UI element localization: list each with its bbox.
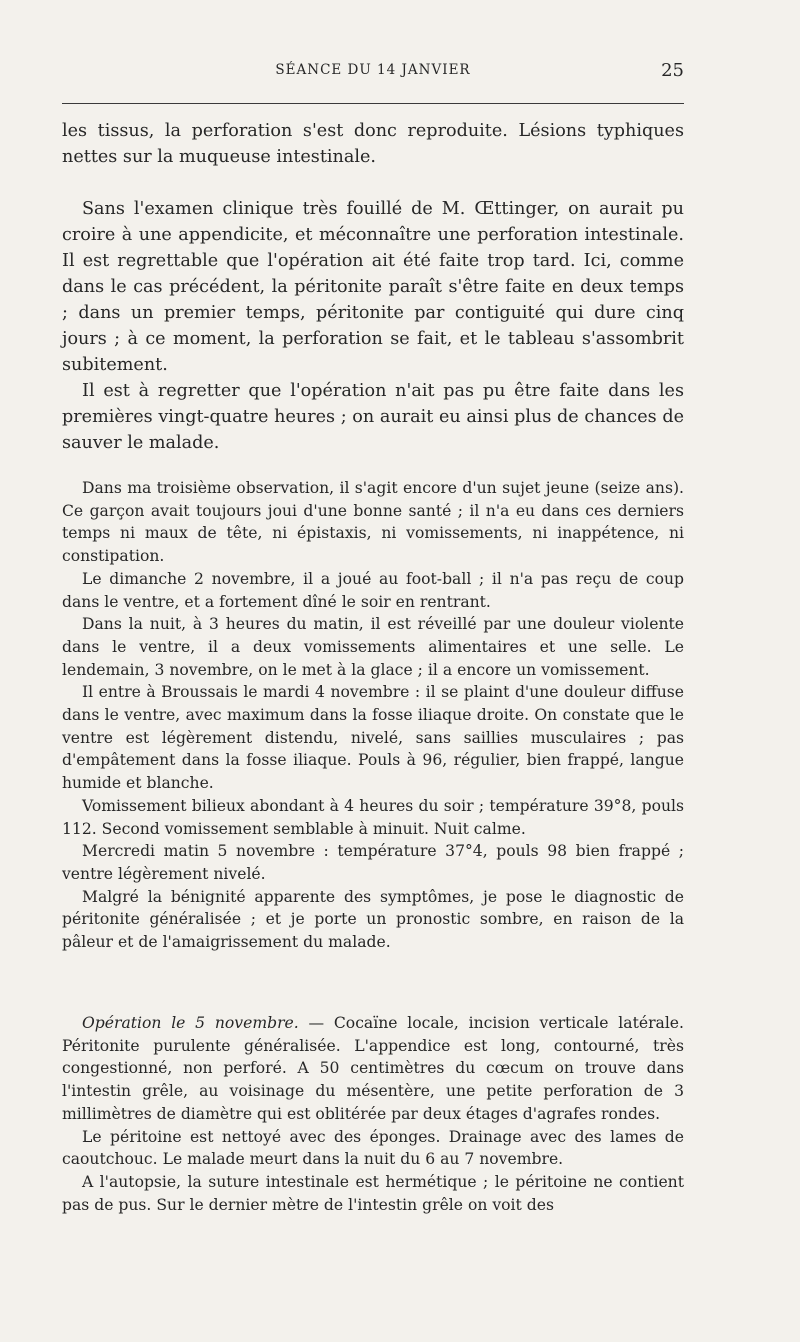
paragraph: les tissus, la perforation s'est donc reproduite. Lésions typhiques nettes sur la muqueuse intestinale. xyxy=(62,121,684,167)
header-rule xyxy=(62,103,684,104)
paragraph: Sans l'examen clinique très fouillé de M. Œttinger, on aurait pu croire à une appendicite, et méconnaître une perforation intestinale. Il est regrettable que l'opération ait été faite trop tard. Ici, comme dans le cas précédent, la péritonite paraît s'être faite en deux temps ; dans un premier temps, péritonite par contiguité qui dure cinq jours ; à ce moment, la perforation se fait, et le tableau s'assombrit subitement. xyxy=(62,199,684,375)
running-title: SÉANCE DU 14 JANVIER xyxy=(275,62,471,78)
paragraph: Mercredi matin 5 novembre : température 37°4, pouls 98 bien frappé ; ventre légèrement nivelé. xyxy=(62,842,684,883)
paragraph: Malgré la bénignité apparente des symptômes, je pose le diagnostic de péritonite généralisée ; et je porte un pronostic sombre, en raison de la pâleur et de l'amaigrissement du malade. xyxy=(62,887,684,952)
paragraph: A l'autopsie, la suture intestinale est hermétique ; le péritoine ne contient pas de pus. Sur le dernier mètre de l'intestin grêle on voit des xyxy=(62,1172,684,1214)
page-number: 25 xyxy=(661,60,684,81)
section-operation xyxy=(62,1012,684,1216)
page-header xyxy=(62,62,684,86)
paragraph: Il est à regretter que l'opération n'ait pas pu être faite dans les premières vingt-quatre heures ; on aurait eu ainsi plus de chances de sauver le malade. xyxy=(62,381,684,453)
section-continuation xyxy=(62,118,684,170)
paragraph: Dans la nuit, à 3 heures du matin, il est réveillé par une douleur violente dans le ventre, il a deux vomissements alimentaires et une selle. Le lendemain, 3 novembre, on le met à la glace ; il a encore un vomissement. xyxy=(62,615,684,679)
paragraph: Vomissement bilieux abondant à 4 heures du soir ; température 39°8, pouls 112. Second vomissement semblable à minuit. Nuit calme. xyxy=(62,796,684,838)
paragraph: Il entre à Broussais le mardi 4 novembre : il se plaint d'une douleur diffuse dans le ventre, avec maximum dans la fosse iliaque droite. On constate que le ventre est légèrement distendu, nivelé, sans saillies musculaires ; pas d'empâtement dans la fosse iliaque. Pouls à 96, régulier, bien frappé, langue humide et blanche. xyxy=(62,683,684,793)
paragraph: Dans ma troisième observation, il s'agit encore d'un sujet jeune (seize ans). Ce garçon avait toujours joui d'une bonne santé ; il n'a eu dans ces derniers temps ni maux de tête, ni épistaxis, ni vomissements, ni inappétence, ni constipation. xyxy=(62,479,684,566)
paragraph: Le péritoine est nettoyé avec des éponges. Drainage avec des lames de caoutchouc. Le malade meurt dans la nuit du 6 au 7 novembre. xyxy=(62,1127,684,1169)
paragraph xyxy=(62,1012,684,1126)
paragraph: Le dimanche 2 novembre, il a joué au foot-ball ; il n'a pas reçu de coup dans le ventre, et a fortement dîné le soir en rentrant. xyxy=(62,569,684,611)
section-observation xyxy=(62,477,684,954)
section-commentary xyxy=(62,196,684,456)
operation-label: Opération le 5 novembre. xyxy=(82,1014,299,1032)
operation-text: — Cocaïne locale, incision verticale latérale. Péritonite purulente généralisée. L'appendice est long, contourné, très congestionné, non perforé. A 50 centimètres du cœcum on trouve dans l'intestin grêle, au voisinage du mésentère, une petite perforation de 3 millimètres de diamètre qui est oblitérée par deux étages d'agrafes rondes. xyxy=(62,1014,684,1123)
